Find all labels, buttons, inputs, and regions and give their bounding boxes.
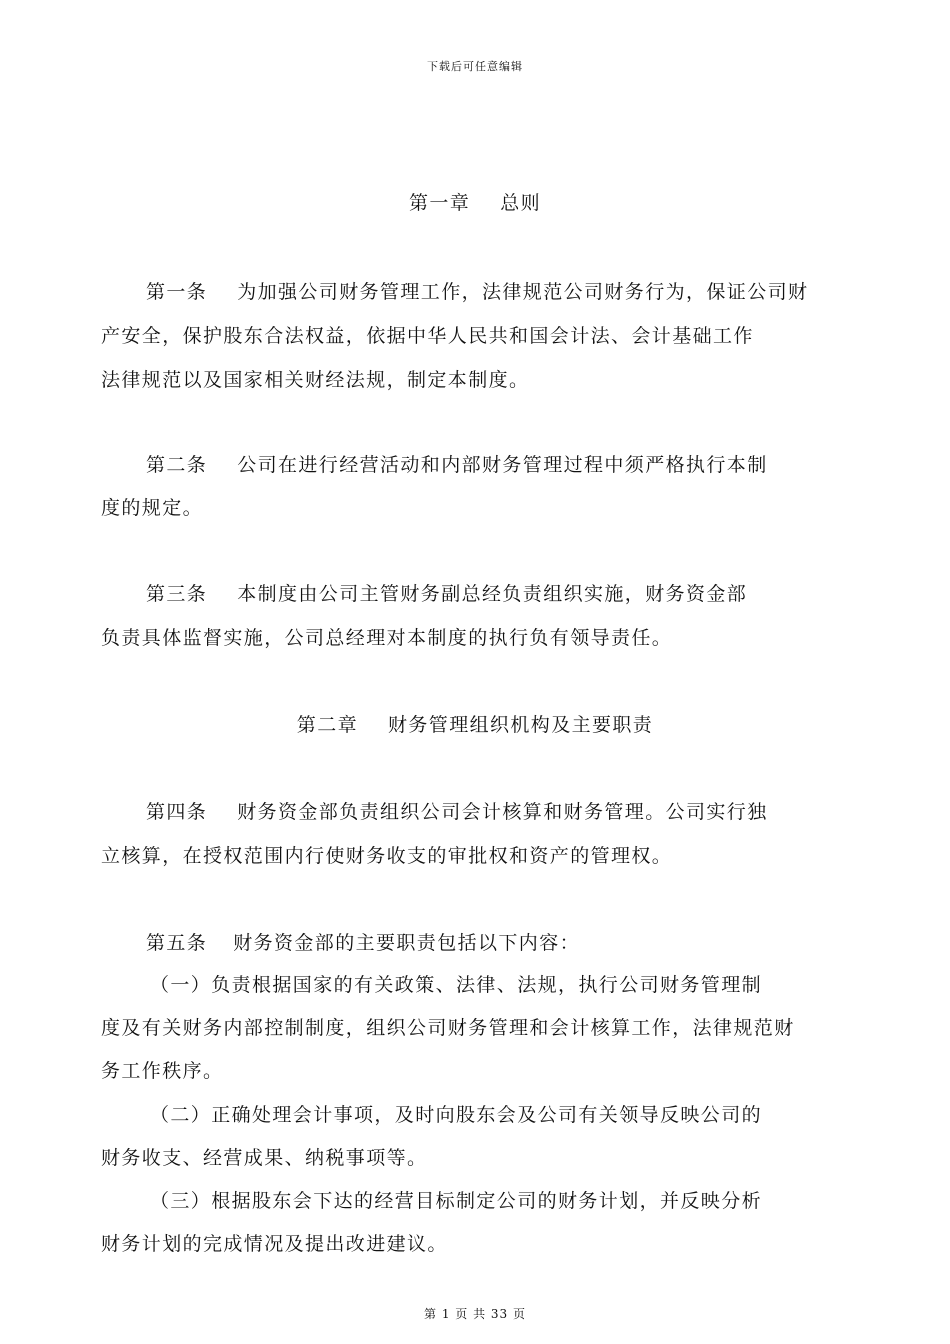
chapter-2-title: 财务管理组织机构及主要职责 [388, 714, 654, 736]
article-5-item-1-line-3: 务工作秩序。 [101, 1060, 224, 1082]
article-1-label: 第一条 [146, 281, 208, 303]
article-4-line-2: 立核算，在授权范围内行使财务收支的审批权和资产的管理权。 [101, 845, 673, 867]
article-4-label: 第四条 [146, 801, 208, 823]
article-1-line-3: 法律规范以及国家相关财经法规，制定本制度。 [101, 369, 530, 391]
page-header: 下载后可任意编辑 [427, 60, 523, 73]
article-5-item-3-line-2: 财务计划的完成情况及提出改进建议。 [101, 1233, 448, 1255]
chapter-2-heading [0, 710, 950, 737]
article-4-line-1 [146, 797, 768, 824]
chapter-2-label: 第二章 [296, 714, 358, 736]
article-1-line-2: 产安全，保护股东合法权益，依据中华人民共和国会计法、会计基础工作 [101, 325, 754, 347]
article-5-intro [146, 928, 580, 955]
article-2-line-1 [146, 450, 768, 477]
chapter-1-label: 第一章 [408, 192, 471, 214]
article-5-label: 第五条 [146, 932, 208, 954]
article-5-item-1-line-1: （一）负责根据国家的有关政策、法律、法规，执行公司财务管理制 [150, 974, 763, 996]
article-3-text-1: 本制度由公司主管财务副总经负责组织实施，财务资金部 [237, 583, 748, 605]
article-3-line-2: 负责具体监督实施，公司总经理对本制度的执行负有领导责任。 [101, 627, 673, 649]
chapter-1-heading [0, 188, 950, 215]
article-5-item-3-line-1: （三）根据股东会下达的经营目标制定公司的财务计划，并反映分析 [150, 1190, 763, 1212]
article-3-label: 第三条 [146, 583, 208, 605]
article-5-item-2-line-2: 财务收支、经营成果、纳税事项等。 [101, 1147, 428, 1169]
article-5-intro-text: 财务资金部的主要职责包括以下内容： [233, 932, 581, 954]
article-2-text-1: 公司在进行经营活动和内部财务管理过程中须严格执行本制 [237, 454, 768, 476]
article-5-item-2-line-1: （二）正确处理会计事项，及时向股东会及公司有关领导反映公司的 [150, 1104, 763, 1126]
chapter-1-title: 总则 [500, 192, 541, 214]
article-2-line-2: 度的规定。 [101, 497, 204, 519]
article-1-text-1: 为加强公司财务管理工作，法律规范公司财务行为，保证公司财 [237, 281, 809, 303]
article-2-label: 第二条 [146, 454, 208, 476]
page-footer: 第 1 页 共 33 页 [424, 1307, 526, 1321]
article-4-text-1: 财务资金部负责组织公司会计核算和财务管理。公司实行独 [237, 801, 768, 823]
article-5-item-1-line-2: 度及有关财务内部控制制度，组织公司财务管理和会计核算工作，法律规范财 [101, 1017, 795, 1039]
article-3-line-1 [146, 579, 747, 606]
article-1-line-1 [146, 277, 808, 304]
